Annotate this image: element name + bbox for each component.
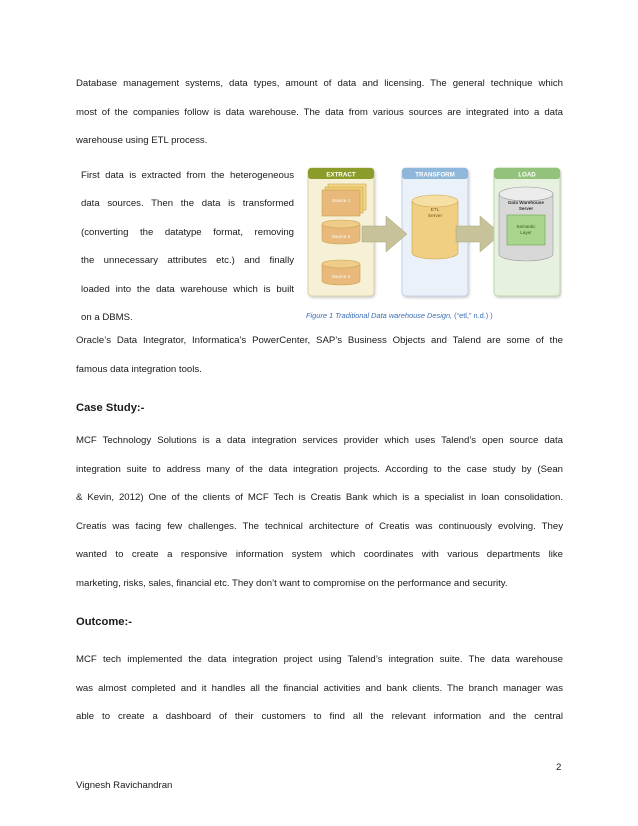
text-line: on a DBMS. [81,312,133,324]
caption-text: Figure 1 Traditional Data warehouse Design, [306,311,453,320]
text-line: wanted to create a responsive information system which coordinates with various departments like [76,549,563,561]
footer-author: Vignesh Ravichandran [76,780,173,791]
extract-label: EXTRACT [326,171,356,179]
load-panel [494,168,560,296]
text-line: data sources. Then the data is transformed [81,198,294,210]
text-line: able to create a dashboard of their customers to find all the relevant information and the central [76,711,563,723]
source-3-label: Source 3 [331,274,351,279]
etl-server-label: Server [427,214,443,219]
heading-outcome: Outcome:- [76,616,132,628]
transform-label: TRANSFORM [415,171,455,179]
layer-label: Layer [520,230,532,235]
page-number: 2 [556,762,562,773]
source-3-cylinder [322,260,360,285]
text-line: MCF tech implemented the data integration project using Talend’s integration suite. The data warehouse [76,654,563,665]
text-line: & Kevin, 2012) One of the clients of MCF Tech is Creatis Bank which is a specialist in loan consolidation. [76,492,563,504]
text-line: famous data integration tools. [76,363,202,375]
source-2-cylinder [322,220,360,244]
etl-diagram-figure [306,166,562,300]
etl-label: ETL [430,208,440,213]
paragraph-tools [76,327,563,384]
load-label: LOAD [518,171,536,179]
source-2-label: Source 2 [331,234,351,239]
etl-server-cylinder [412,195,458,259]
figure-caption [306,311,493,320]
caption-citation: (“etl,” n.d.) ) [452,311,493,320]
semantic-label: Semantic [516,224,536,229]
text-line: was almost completed and it handles all the financial activities and bank clients. The branch manager was [76,682,563,694]
dw-server-label: Server [518,206,534,211]
text-line: Oracle’s Data Integrator, Informatica’s PowerCenter, SAP’s Business Objects and Talend are some of the [76,335,563,346]
text-line: First data is extracted from the heterogeneous [81,170,294,181]
text-line: integration suite to address many of the data integration projects. According to the case study by (Sean [76,463,563,475]
dw-label: Data Warehouse [508,200,544,205]
paragraph-etl-description [81,162,294,332]
text-line: warehouse using ETL process. [76,135,208,147]
source-1-stack [322,184,366,216]
text-line: loaded into the data warehouse which is built [81,283,294,295]
text-line: the unnecessary attributes etc.) and finally [81,255,294,267]
data-warehouse-cylinder [499,187,553,261]
text-line: (converting the datatype format, removing [81,226,294,238]
text-line: Creatis was facing few challenges. The technical architecture of Creatis was continuously evolving. They [76,520,563,532]
paragraph-outcome [76,646,563,732]
text-line: MCF Technology Solutions is a data integration services provider which uses Talend’s open source data [76,435,563,446]
source-1-label: Source 1 [331,198,351,203]
paragraph-case-study [76,427,563,599]
text-line: marketing, risks, sales, financial etc. They don’t want to compromise on the performance and security. [76,577,508,589]
paragraph-intro [76,70,563,156]
text-line: Database management systems, data types, amount of data and licensing. The general technique which [76,78,563,89]
heading-case-study: Case Study:- [76,402,145,414]
text-line: most of the companies follow is data warehouse. The data from various sources are integrated into a data [76,106,563,118]
